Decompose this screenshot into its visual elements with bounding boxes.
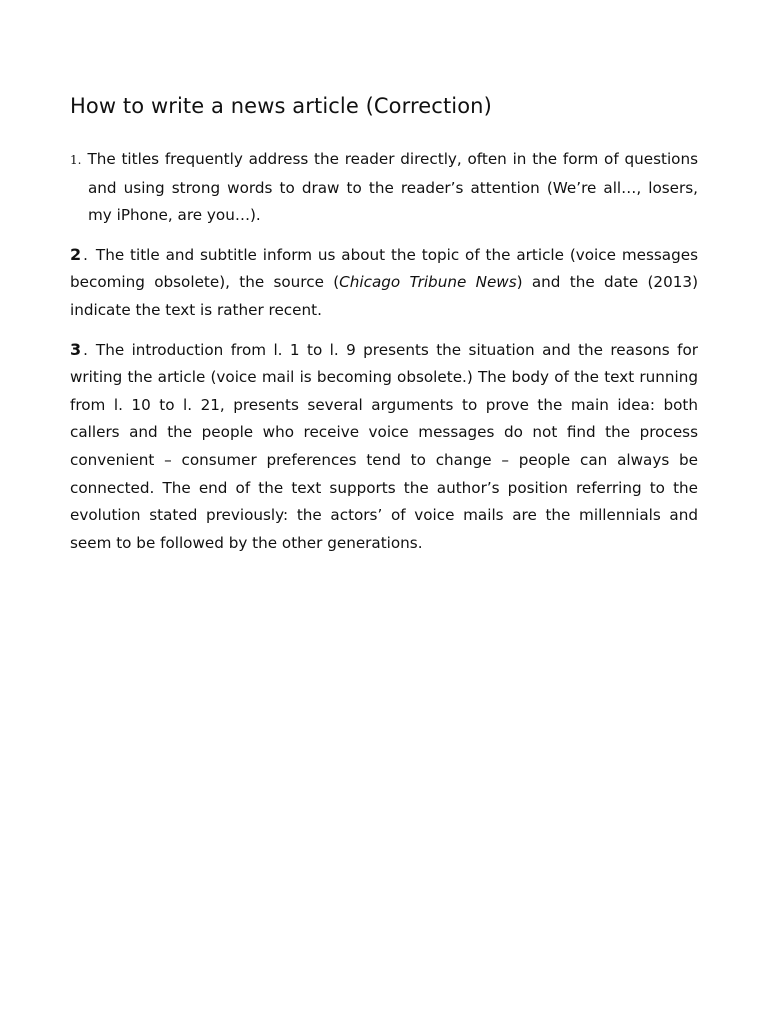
list-item-2 — [70, 241, 698, 325]
item-2-text-before: The title and subtitle inform us about the topic of the article (voice messages becoming obsolete), the source ( — [70, 245, 698, 292]
page-title: How to write a news article (Correction) — [70, 94, 492, 118]
item-2-dot: . — [83, 245, 88, 264]
list-item-1 — [70, 146, 698, 230]
item-3-dot: . — [83, 340, 88, 359]
item-3-number: 3 — [70, 339, 82, 359]
item-1-text: The titles frequently address the reader directly, often in the form of questions and using strong words to draw to the reader’s attention (We’re all…, losers, my iPhone, are you…). — [87, 150, 698, 225]
item-3-text: The introduction from l. 1 to l. 9 presents the situation and the reasons for writing the article (voice mail is becoming obsolete.) The body of the text running from l. 10 to l. 21, presents several arguments to prove the main idea: both callers and the people who receive voice messages do not find the process convenient – consumer preferences tend to change – people can always be connected. The end of the text supports the author’s position referring to the evolution stated previously: the actors’ of voice mails are the millennials and seem to be followed by the other generations. — [70, 340, 698, 552]
item-2-source: Chicago Tribune News — [339, 273, 517, 292]
item-2-text-after: ) and the date (2013) indicate the text is rather recent. — [70, 273, 699, 319]
item-1-number: 1. — [70, 153, 82, 167]
item-2-number: 2 — [70, 244, 82, 264]
list-item-3 — [70, 336, 698, 558]
